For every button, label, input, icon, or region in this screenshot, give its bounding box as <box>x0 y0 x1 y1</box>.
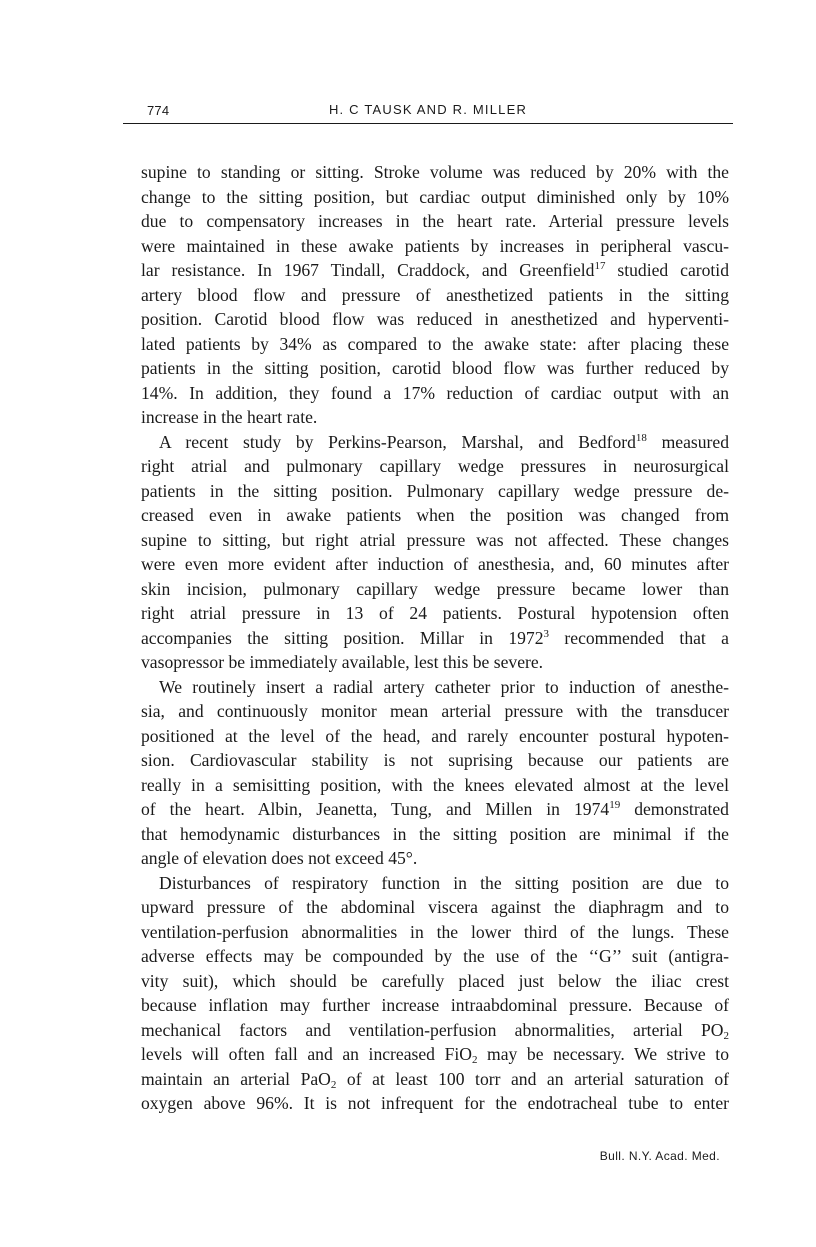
text-line <box>141 258 729 283</box>
text-segment: change to the sitting position, but cardiac output diminished only by 10% <box>141 186 729 207</box>
text-line <box>141 748 729 773</box>
text-line <box>141 454 729 479</box>
text-line <box>141 626 729 651</box>
text-segment: oxygen above 96%. It is not infrequent for the endotracheal tube to enter <box>141 1093 729 1113</box>
text-line <box>141 160 729 185</box>
text-line <box>141 185 729 210</box>
text-line <box>141 552 729 577</box>
text-segment: studied carotid <box>605 260 729 280</box>
text-segment: supine to standing or sitting. Stroke volume was reduced by 20% with the <box>141 162 729 182</box>
text-line <box>141 846 729 871</box>
text-segment: positioned at the level of the head, and rarely encounter postural hypoten- <box>141 725 729 746</box>
text-segment: position. Carotid blood flow was reduced in anesthetized and hyperventi- <box>141 309 729 329</box>
text-line <box>141 1067 729 1092</box>
page-number: 774 <box>147 103 170 118</box>
text-segment: skin incision, pulmonary capillary wedge pressure became lower than <box>141 578 729 599</box>
text-segment: maintain an arterial PaO <box>141 1068 331 1089</box>
text-line <box>141 1091 729 1116</box>
text-line <box>141 773 729 798</box>
text-segment: due to compensatory increases in the heart rate. Arterial pressure levels <box>141 211 729 231</box>
text-segment: We routinely insert a radial artery catheter prior to induction of anesthe- <box>159 676 729 697</box>
text-line <box>141 405 729 430</box>
text-segment: artery blood flow and pressure of anesthetized patients in the sitting <box>141 284 729 305</box>
text-line <box>141 528 729 553</box>
text-line <box>141 969 729 994</box>
text-line <box>141 920 729 945</box>
text-segment: of at least 100 torr and an arterial saturation of <box>336 1068 729 1089</box>
text-segment: patients in the sitting position, carotid blood flow was further reduced by <box>141 358 729 378</box>
text-segment: sion. Cardiovascular stability is not suprising because our patients are <box>141 750 729 770</box>
text-segment: of the heart. Albin, Jeanetta, Tung, and Millen in 1974 <box>141 799 610 819</box>
running-head: H. C TAUSK AND R. MILLER <box>328 102 528 117</box>
text-line <box>141 479 729 504</box>
text-segment: vity suit), which should be carefully placed just below the iliac crest <box>141 970 729 991</box>
text-line <box>141 307 729 332</box>
text-line <box>141 332 729 357</box>
text-segment: sia, and continuously monitor mean arterial pressure with the transducer <box>141 701 729 721</box>
text-segment: may be necessary. We strive to <box>477 1044 729 1064</box>
text-segment: accompanies the sitting position. Millar in 1972 <box>141 627 544 648</box>
text-line <box>141 675 729 700</box>
text-segment: that hemodynamic disturbances in the sitting position are minimal if the <box>141 823 729 844</box>
text-line <box>141 993 729 1018</box>
text-line <box>141 234 729 259</box>
text-line <box>141 822 729 847</box>
text-line <box>141 1018 729 1043</box>
text-line <box>141 503 729 528</box>
text-line <box>141 944 729 969</box>
text-segment: adverse effects may be compounded by the use of the ‘‘G’’ suit (antigra- <box>141 946 729 966</box>
text-segment: measured <box>646 431 729 452</box>
text-segment: demonstrated <box>620 799 729 819</box>
text-segment: angle of elevation does not exceed 45°. <box>141 848 418 868</box>
text-segment: increase in the heart rate. <box>141 407 318 427</box>
text-segment: were maintained in these awake patients by increases in peripheral vascu- <box>141 235 729 256</box>
text-line <box>141 601 729 626</box>
citation-superscript: 19 <box>609 799 621 811</box>
text-segment: patients in the sitting position. Pulmonary capillary wedge pressure de- <box>141 480 729 501</box>
text-line <box>141 577 729 602</box>
text-line <box>141 283 729 308</box>
text-segment: Disturbances of respiratory function in the sitting position are due to <box>159 872 729 893</box>
text-line <box>141 895 729 920</box>
text-line <box>141 797 729 822</box>
text-line <box>141 1042 729 1067</box>
text-segment: upward pressure of the abdominal viscera against the diaphragm and to <box>141 897 729 917</box>
citation-superscript: 17 <box>594 260 606 272</box>
text-segment: recommended that a <box>549 627 729 648</box>
citation-superscript: 3 <box>543 627 550 640</box>
body-text <box>141 160 729 1116</box>
text-segment: lar resistance. In 1967 Tindall, Craddock, and Greenfield <box>141 260 595 280</box>
text-segment: 14%. In addition, they found a 17% reduction of cardiac output with an <box>141 382 729 403</box>
subscript: 2 <box>471 1054 478 1066</box>
text-segment: mechanical factors and ventilation-perfusion abnormalities, arterial PO <box>141 1019 724 1040</box>
text-line <box>141 356 729 381</box>
text-segment: vasopressor be immediately available, lest this be severe. <box>141 652 544 672</box>
text-line <box>141 209 729 234</box>
page-header <box>123 101 733 124</box>
subscript: 2 <box>330 1078 337 1091</box>
text-segment: right atrial and pulmonary capillary wedge pressures in neurosurgical <box>141 456 729 476</box>
text-line <box>141 724 729 749</box>
text-line <box>141 430 729 455</box>
citation-superscript: 18 <box>635 431 647 444</box>
text-segment: because inflation may further increase intraabdominal pressure. Because of <box>141 995 729 1015</box>
text-segment: supine to sitting, but right atrial pressure was not affected. These changes <box>141 529 729 550</box>
text-segment: right atrial pressure in 13 of 24 patients. Postural hypotension often <box>141 603 729 623</box>
text-segment: were even more evident after induction of anesthesia, and, 60 minutes after <box>141 554 729 574</box>
text-line <box>141 381 729 406</box>
text-segment: A recent study by Perkins-Pearson, Marshal, and Bedford <box>159 431 636 452</box>
text-line <box>141 871 729 896</box>
text-line <box>141 699 729 724</box>
subscript: 2 <box>723 1029 729 1042</box>
text-segment: lated patients by 34% as compared to the awake state: after placing these <box>141 333 729 354</box>
text-segment: really in a semisitting position, with the knees elevated almost at the level <box>141 774 729 795</box>
text-segment: levels will often fall and an increased FiO <box>141 1044 472 1064</box>
journal-footer: Bull. N.Y. Acad. Med. <box>599 1149 720 1163</box>
text-segment: ventilation-perfusion abnormalities in the lower third of the lungs. These <box>141 921 729 942</box>
text-segment: creased even in awake patients when the position was changed from <box>141 505 729 525</box>
text-line <box>141 650 729 675</box>
